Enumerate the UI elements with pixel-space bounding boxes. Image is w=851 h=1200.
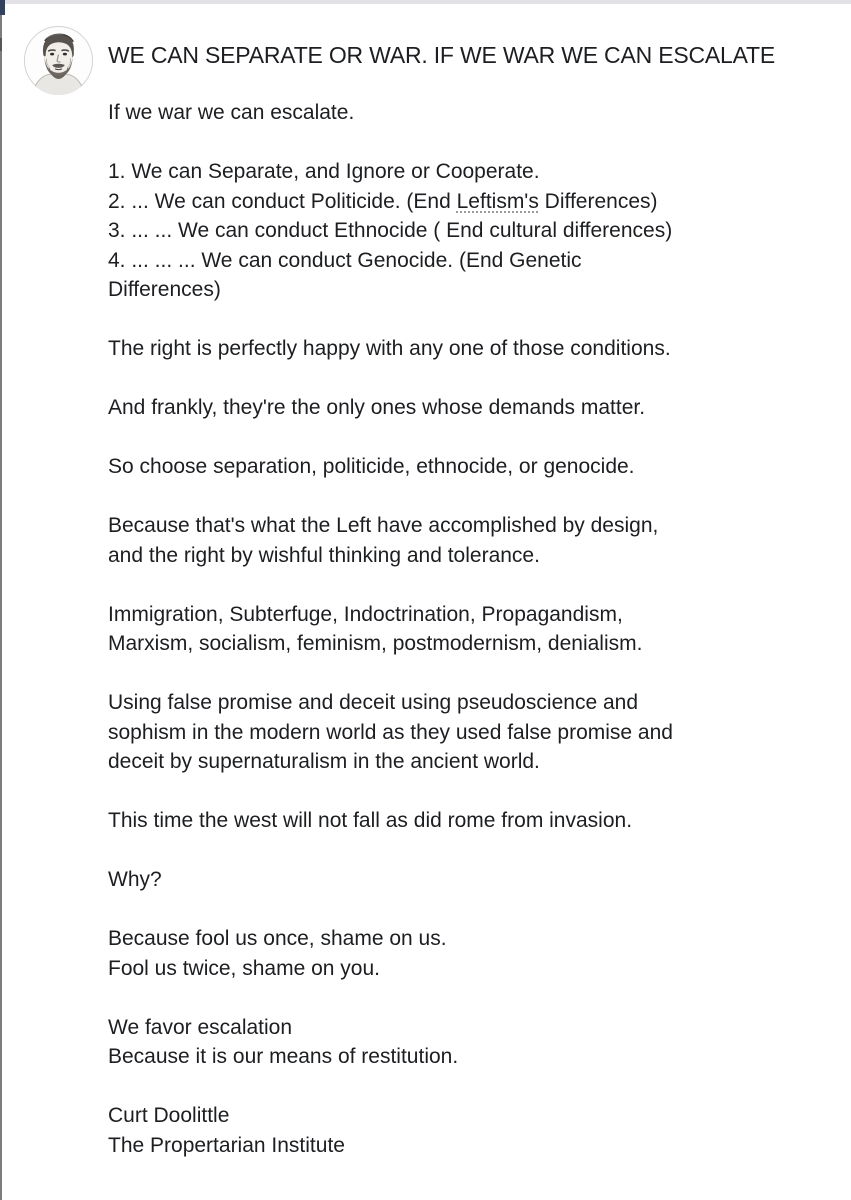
post-paragraph (108, 393, 828, 423)
spellcheck-underlined-word: Leftism's (456, 189, 539, 213)
post-paragraph (108, 924, 828, 983)
bearded-man-portrait-icon (23, 25, 94, 96)
post-paragraph (108, 511, 828, 570)
post-line: Why? (108, 868, 162, 891)
post-line: 1. We can Separate, and Ignore or Cooperate. (108, 160, 540, 183)
post-line: Using false promise and deceit using pseudoscience and (108, 691, 638, 714)
top-edge-band (0, 0, 851, 4)
post-paragraph (108, 157, 828, 305)
post-line: The Propertarian Institute (108, 1133, 345, 1157)
post-paragraph (108, 1013, 828, 1072)
left-edge-strip (0, 0, 2, 1200)
post-line (108, 187, 828, 217)
top-left-corner-block (0, 0, 5, 15)
post-line: Because it is our means of restitution. (108, 1045, 459, 1068)
post-line: Because fool us once, shame on us. (108, 927, 447, 950)
post-line: If we war we can escalate. (108, 101, 355, 124)
post-paragraph (108, 98, 828, 128)
post-paragraph (108, 806, 828, 836)
post-line: 4. ... ... ... We can conduct Genocide. (End Genetic (108, 248, 582, 272)
post-line: and the right by wishful thinking and tolerance. (108, 543, 540, 567)
post-title: WE CAN SEPARATE OR WAR. IF WE WAR WE CAN ESCALATE (108, 42, 776, 68)
post-line: Fool us twice, shame on you. (108, 956, 380, 980)
avatar[interactable] (23, 25, 94, 96)
post-line: This time the west will not fall as did rome from invasion. (108, 809, 633, 832)
post-line: The right is perfectly happy with any one of those conditions. (108, 337, 671, 360)
post-line-segment: 2. ... We can conduct Politicide. (End (108, 189, 457, 213)
post-paragraph (108, 688, 828, 777)
post-paragraph (108, 1101, 828, 1160)
post-line: 3. ... ... We can conduct Ethnocide ( End cultural differences) (108, 219, 673, 242)
post-paragraph (108, 865, 828, 895)
left-edge-strip-dark-segment (0, 38, 2, 51)
post-paragraph (108, 334, 828, 364)
post-line: Marxism, socialism, feminism, postmodernism, denialism. (108, 632, 643, 655)
post-line-segment: Differences) (538, 189, 658, 213)
post-text (108, 98, 828, 1160)
post-paragraph (108, 452, 828, 482)
post-line: And frankly, they're the only ones whose demands matter. (108, 396, 646, 419)
post-line: sophism in the modern world as they used false promise and (108, 720, 673, 744)
post-line: So choose separation, politicide, ethnocide, or genocide. (108, 455, 635, 478)
post-body (108, 42, 828, 1160)
post-line: We favor escalation (108, 1015, 293, 1039)
post-line: Immigration, Subterfuge, Indoctrination, Propagandism, (108, 602, 623, 626)
post-line: Differences) (108, 278, 221, 301)
post-line: Curt Doolittle (108, 1104, 230, 1127)
post-paragraph (108, 600, 828, 659)
post-line: deceit by supernaturalism in the ancient world. (108, 750, 540, 773)
post-line: Because that's what the Left have accomplished by design, (108, 514, 659, 537)
